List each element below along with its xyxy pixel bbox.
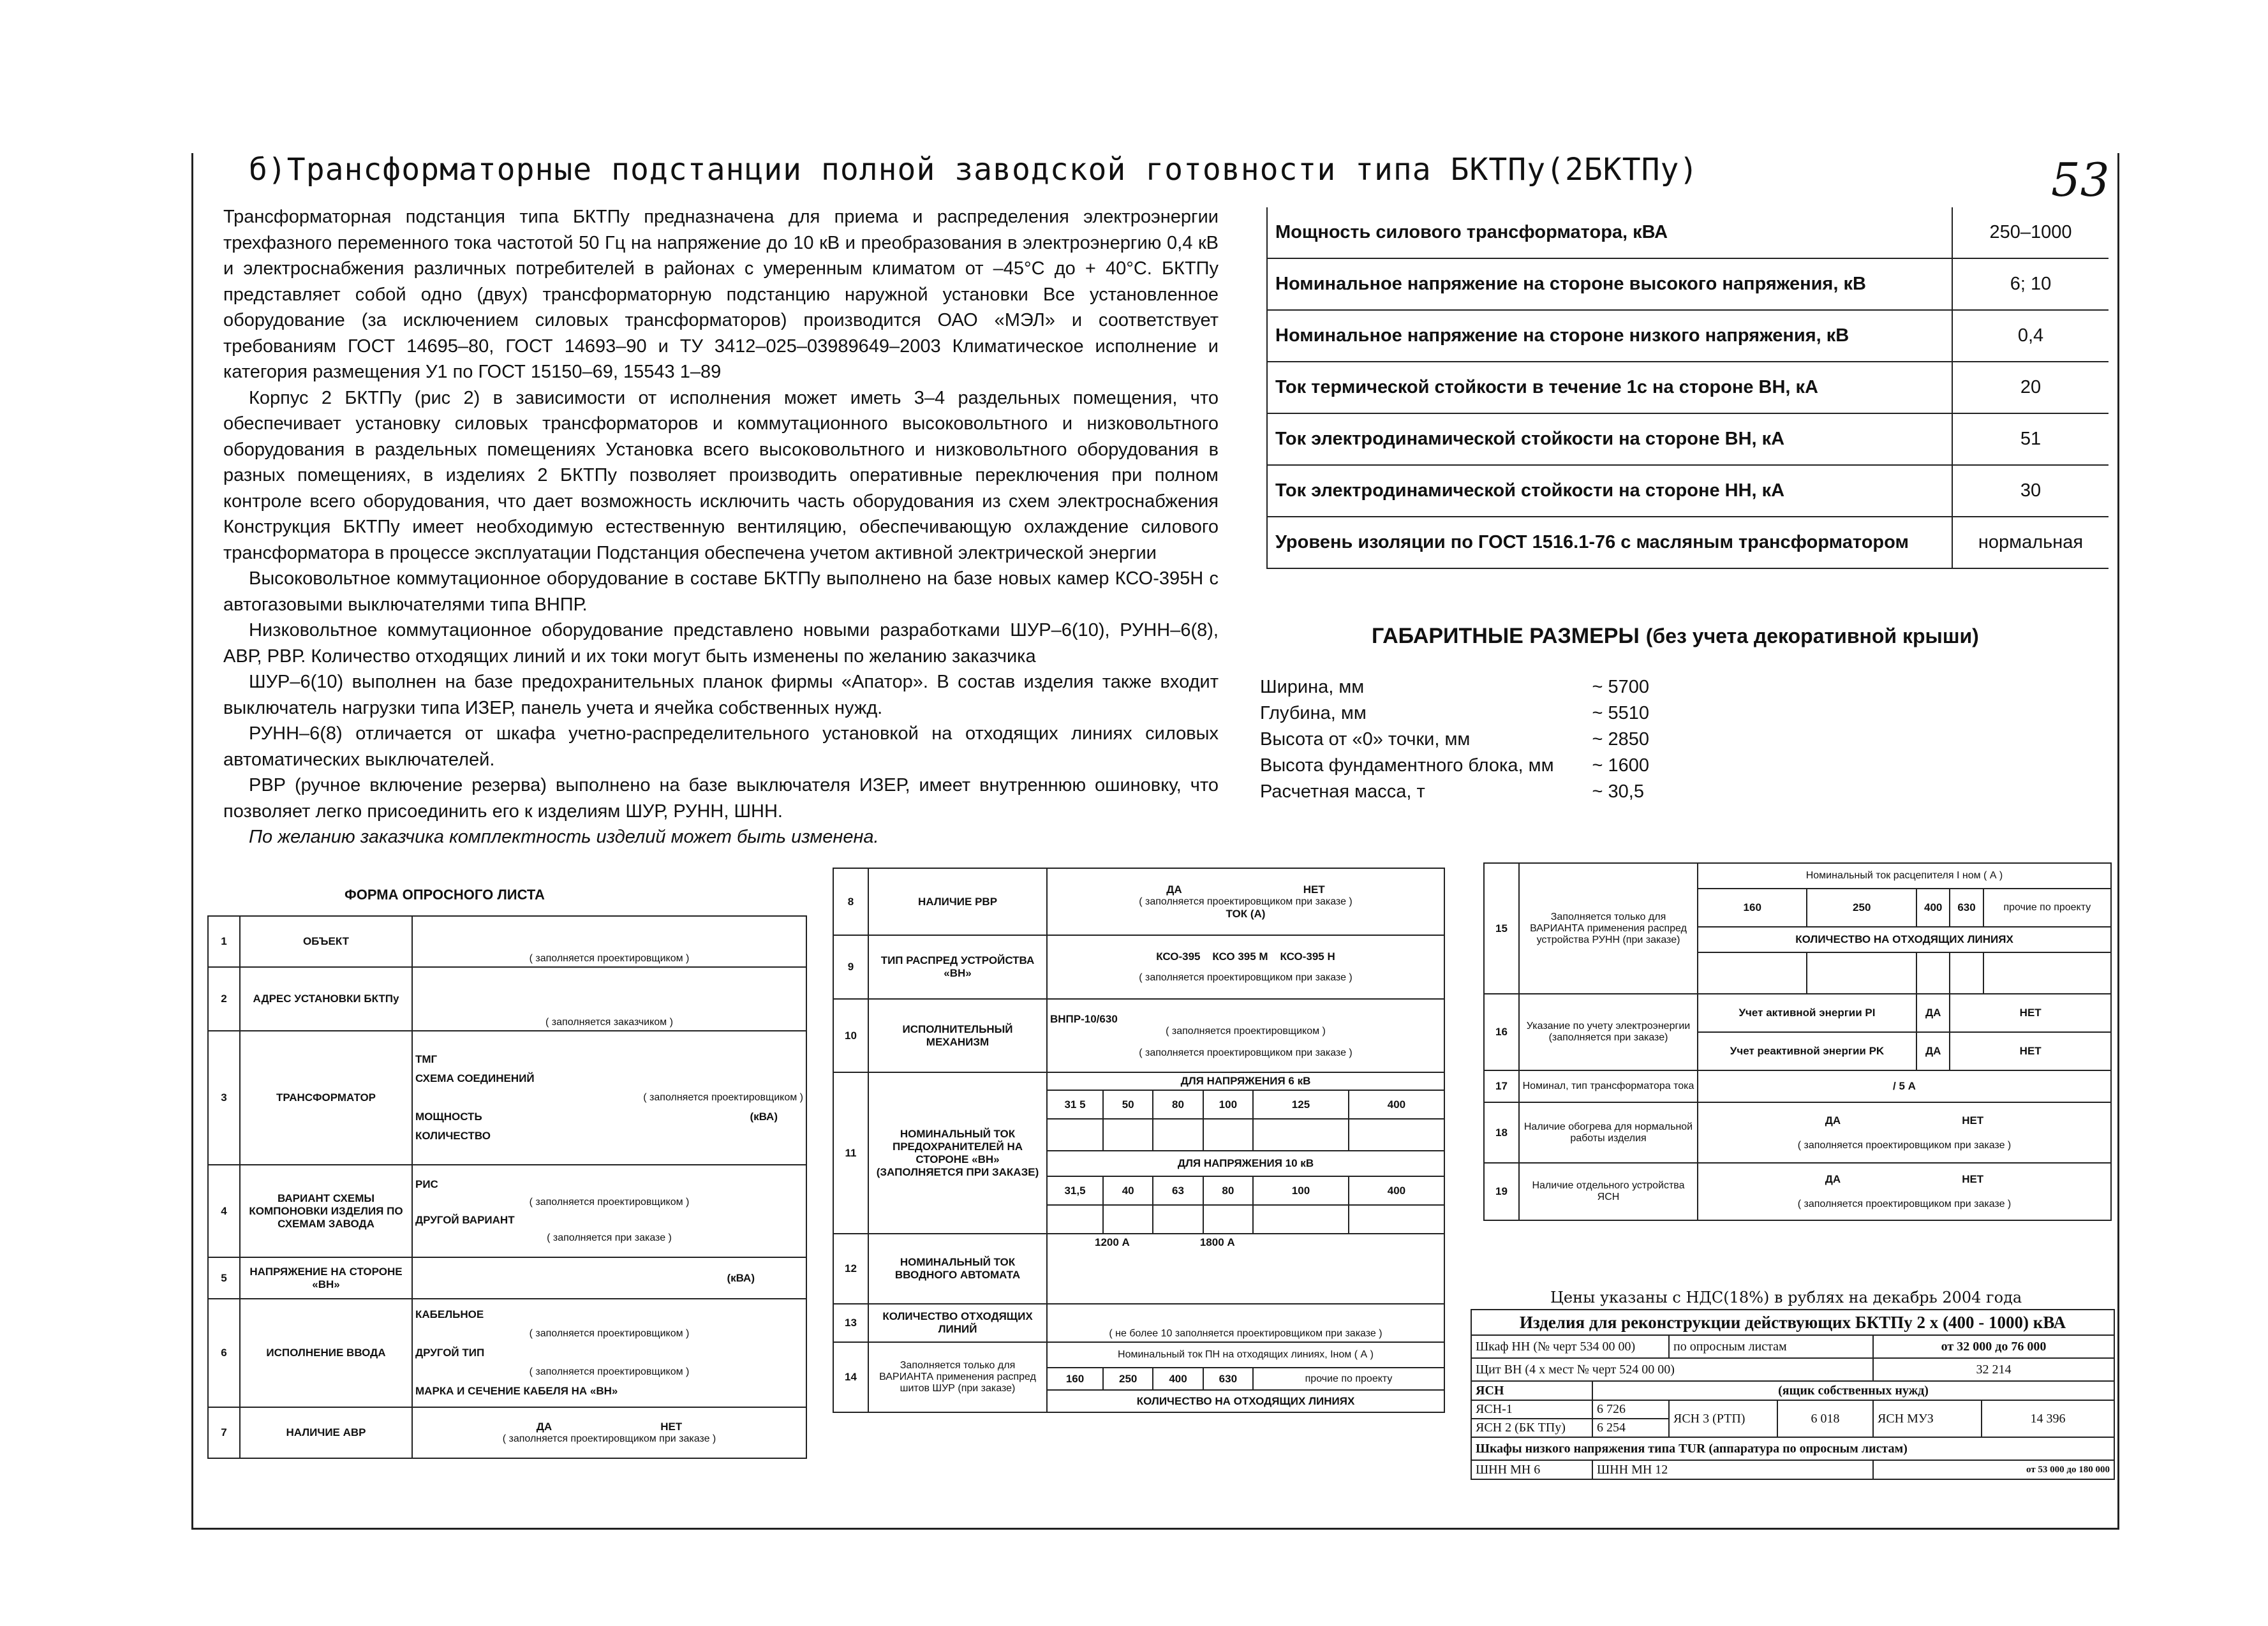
table-cell: 31,5 xyxy=(1047,1176,1103,1205)
price-table xyxy=(1471,1309,2115,1480)
table-cell: 80 xyxy=(1203,1176,1253,1205)
table-cell: Номинальный ток расцепителя I ном ( А ) xyxy=(1698,863,2111,889)
table-cell xyxy=(1253,1119,1349,1151)
table-cell: ДА xyxy=(1916,1032,1950,1070)
table-cell: 6 254 xyxy=(1592,1419,1669,1437)
table-cell: ТИП РАСПРЕД УСТРОЙСТВА «ВН» xyxy=(868,935,1047,999)
table-cell: Щит ВН (4 х мест № черт 524 00 00) xyxy=(1471,1358,1873,1381)
table-cell: / 5 А xyxy=(1698,1070,2111,1102)
table-cell: ДЛЯ НАПРЯЖЕНИЯ 10 кВ xyxy=(1047,1151,1444,1176)
table-cell: 13 xyxy=(833,1304,868,1342)
table-cell: 7 xyxy=(208,1407,240,1458)
table-cell: РИС ( заполняется проектировщиком ) ДРУГОЙ ВАРИАНТ ( заполняется при заказе ) xyxy=(412,1165,806,1257)
questionnaire-table-left xyxy=(207,915,807,1459)
spec-value: нормальная xyxy=(1952,517,2109,568)
table-row xyxy=(833,1072,1444,1090)
table-cell: 250 xyxy=(1807,889,1916,927)
table-cell: 8 xyxy=(833,868,868,935)
table-row xyxy=(833,1234,1444,1304)
table-cell: по опросным листам xyxy=(1669,1335,1873,1358)
table-row xyxy=(1484,994,2111,1032)
table-cell: НАЛИЧИЕ АВР xyxy=(240,1407,412,1458)
table-cell: НАПРЯЖЕНИЕ НА СТОРОНЕ «ВН» xyxy=(240,1257,412,1299)
spec-label: Номинальное напряжение на стороне низкого напряжения, кВ xyxy=(1267,310,1952,362)
table-row xyxy=(833,868,1444,935)
table-cell: НОМИНАЛЬНЫЙ ТОК ПРЕДОХРАНИТЕЛЕЙ НА СТОРОНЕ «ВН» (ЗАПОЛНЯЕТСЯ ПРИ ЗАКАЗЕ) xyxy=(868,1072,1047,1234)
table-cell: Шкаф НН (№ черт 534 00 00) xyxy=(1471,1335,1669,1358)
table-cell: ДА НЕТ ( заполняется проектировщиком при заказе ) xyxy=(1698,1163,2111,1220)
table-cell xyxy=(1047,1205,1103,1234)
table-cell: Наличие отдельного устройства ЯСН xyxy=(1519,1163,1698,1220)
table-cell xyxy=(1983,952,2111,994)
intro-paragraph: Трансформаторная подстанция типа БКТПу предназначена для приема и распределения электроэнергии трехфазного переменного тока частотой 50 Гц на напряжение до 10 кВ и преобразования в электроэнергию 0,4 кВ и электроснабжения различных потребителей в районах с умеренным климатом от –45°С до + 40°С. БКТПу представляет собой одно (двух) трансформаторную подстанцию наружной установки Все установленное оборудование (за исключением силовых трансформаторов) производится ОАО «МЭЛ» и соответствует требованиям ГОСТ 14695–80, ГОСТ 14693–90 и ТУ 3412–025–03989649–2003 Климатическое исполнение и категория размещения У1 по ГОСТ 15150–69, 15543 1–89 xyxy=(223,207,1219,382)
table-cell: ( заполняется заказчиком ) xyxy=(412,967,806,1031)
table-row xyxy=(1471,1460,2114,1479)
table-cell: ВАРИАНТ СХЕМЫ КОМПОНОВКИ ИЗДЕЛИЯ ПО СХЕМАМ ЗАВОДА xyxy=(240,1165,412,1257)
table-row xyxy=(1471,1335,2114,1358)
table-cell: Шкафы низкого напряжения типа TUR (аппаратура по опросным листам) xyxy=(1471,1437,2114,1460)
table-cell: 14 xyxy=(833,1342,868,1412)
table-cell: Заполняется только для ВАРИАНТА применения распред шитов ШУР (при заказе) xyxy=(868,1342,1047,1412)
table-cell: 3 xyxy=(208,1031,240,1165)
table-row xyxy=(833,1304,1444,1342)
table-cell: 12 xyxy=(833,1234,868,1304)
table-cell: Учет активной энергии PI xyxy=(1698,994,1916,1032)
spec-row xyxy=(1267,517,2109,568)
dim-label: Высота от «0» точки, мм xyxy=(1260,729,1471,750)
dim-value: ~ 1600 xyxy=(1592,755,1650,776)
questionnaire-table-right xyxy=(1483,862,2112,1221)
spec-value: 0,4 xyxy=(1952,310,2109,362)
table-cell xyxy=(1103,1119,1153,1151)
dim-value: ~ 30,5 xyxy=(1592,781,1644,802)
table-cell: КСО-395 КСО 395 М КСО-395 Н ( заполняется проектировщиком при заказе ) xyxy=(1047,935,1444,999)
table-cell xyxy=(1153,1119,1203,1151)
table-cell: 80 xyxy=(1153,1090,1203,1119)
dim-label: Расчетная масса, т xyxy=(1260,781,1425,802)
table-cell: 32 214 xyxy=(1873,1358,2114,1381)
dim-label: Глубина, мм xyxy=(1260,703,1367,723)
table-cell: ЯСН 3 (РТП) xyxy=(1669,1400,1777,1437)
spec-value: 30 xyxy=(1952,465,2109,517)
table-cell: ИСПОЛНИТЕЛЬНЫЙ МЕХАНИЗМ xyxy=(868,999,1047,1072)
table-cell: КОЛИЧЕСТВО ОТХОДЯЩИХ ЛИНИЙ xyxy=(868,1304,1047,1342)
table-cell: (кВА) xyxy=(412,1257,806,1299)
table-cell: 1200 А 1800 А xyxy=(1047,1234,1444,1304)
table-cell: 31 5 xyxy=(1047,1090,1103,1119)
dim-value: ~ 5700 xyxy=(1592,677,1650,697)
spec-label: Уровень изоляции по ГОСТ 1516.1-76 с масляным трансформатором xyxy=(1267,517,1952,568)
table-cell: ЯСН 2 (БК ТПу) xyxy=(1471,1419,1592,1437)
table-row xyxy=(1471,1381,2114,1400)
table-cell: 6 xyxy=(208,1299,240,1407)
table-row xyxy=(1484,1070,2111,1102)
table-cell: 630 xyxy=(1203,1368,1253,1390)
table-cell: 15 xyxy=(1484,863,1519,994)
spec-row xyxy=(1267,207,2109,258)
intro-paragraph: Высоковольтное коммутационное оборудование в составе БКТПу выполнено на базе новых камер КСО-395Н с автогазовыми выключателями типа ВНПР. xyxy=(223,568,1219,615)
table-cell: 11 xyxy=(833,1072,868,1234)
spec-row xyxy=(1267,258,2109,310)
table-cell xyxy=(1698,952,1807,994)
table-cell xyxy=(1916,952,1950,994)
table-cell: НЕТ xyxy=(1950,994,2111,1032)
intro-paragraph: РУНН–6(8) отличается от шкафа учетно-распределительного установкой на отходящих линиях силовых автоматических выключателей. xyxy=(223,723,1219,770)
table-cell: 63 xyxy=(1153,1176,1203,1205)
spec-value: 250–1000 xyxy=(1952,207,2109,258)
table-row xyxy=(833,935,1444,999)
table-cell: от 32 000 до 76 000 xyxy=(1873,1335,2114,1358)
table-cell xyxy=(1253,1205,1349,1234)
spec-table xyxy=(1266,207,2109,569)
table-row xyxy=(833,999,1444,1072)
table-cell: прочие по проекту xyxy=(1253,1368,1444,1390)
table-cell: 250 xyxy=(1103,1368,1153,1390)
table-row xyxy=(208,967,806,1031)
spec-label: Номинальное напряжение на стороне высокого напряжения, кВ xyxy=(1267,258,1952,310)
page-number: 53 xyxy=(2051,153,2110,207)
table-cell: 10 xyxy=(833,999,868,1072)
table-row xyxy=(1471,1310,2114,1335)
table-cell: ТРАНСФОРМАТОР xyxy=(240,1031,412,1165)
table-cell: 160 xyxy=(1047,1368,1103,1390)
table-cell: 9 xyxy=(833,935,868,999)
table-row xyxy=(208,1407,806,1458)
table-cell: 100 xyxy=(1203,1090,1253,1119)
table-cell: КАБЕЛЬНОЕ ( заполняется проектировщиком ) ДРУГОЙ ТИП ( заполняется проектировщиком ) МАРКА И СЕЧЕНИЕ КАБЕЛЯ НА «ВН» xyxy=(412,1299,806,1407)
table-cell: ЯСН МУЗ xyxy=(1873,1400,1982,1437)
table-cell: ШНН МН 12 xyxy=(1592,1460,1873,1479)
table-cell xyxy=(1047,1119,1103,1151)
table-cell: АДРЕС УСТАНОВКИ БКТПу xyxy=(240,967,412,1031)
table-cell: КОЛИЧЕСТВО НА ОТХОДЯЩИХ ЛИНИЯХ xyxy=(1047,1390,1444,1412)
table-cell: 400 xyxy=(1349,1176,1444,1205)
table-cell: Изделия для реконструкции действующих БКТПу 2 х (400 - 1000) кВА xyxy=(1471,1310,2114,1335)
dimensions-heading xyxy=(1372,622,1979,649)
table-cell: ЯСН xyxy=(1471,1381,1592,1400)
table-row xyxy=(1484,863,2111,889)
table-cell: Указание по учету электроэнергии (заполняется при заказе) xyxy=(1519,994,1698,1070)
table-cell: 400 xyxy=(1349,1090,1444,1119)
intro-paragraph: По желанию заказчика комплектность изделий может быть изменена. xyxy=(249,827,879,847)
table-cell: прочие по проекту xyxy=(1983,889,2111,927)
table-cell: ОБЪЕКТ xyxy=(240,916,412,967)
table-cell: ДА НЕТ ( заполняется проектировщиком при заказе ) xyxy=(412,1407,806,1458)
table-cell: ( заполняется проектировщиком ) xyxy=(412,916,806,967)
spec-label: Ток термической стойкости в течение 1с на стороне ВН, кА xyxy=(1267,362,1952,413)
spec-row xyxy=(1267,413,2109,465)
table-row xyxy=(833,1342,1444,1368)
table-cell: 400 xyxy=(1153,1368,1203,1390)
table-cell: ИСПОЛНЕНИЕ ВВОДА xyxy=(240,1299,412,1407)
table-cell: Номинальный ток ПН на отходящих линиях, Iном ( А ) xyxy=(1047,1342,1444,1368)
table-cell: 100 xyxy=(1253,1176,1349,1205)
table-cell: ДЛЯ НАПРЯЖЕНИЯ 6 кВ xyxy=(1047,1072,1444,1090)
table-row xyxy=(1484,1102,2111,1163)
table-row xyxy=(1471,1358,2114,1381)
page-title: б)Трансформаторные подстанции полной заводской готовности типа БКТПу(2БКТПу) xyxy=(249,152,1699,188)
table-cell: Учет реактивной энергии PK xyxy=(1698,1032,1916,1070)
intro-paragraph: ШУР–6(10) выполнен на базе предохранительных планок фирмы «Апатор». В состав изделия также входит выключатель нагрузки типа ИЗЕР, панель учета и ячейка собственных нужд. xyxy=(223,672,1219,718)
table-cell xyxy=(1807,952,1916,994)
table-cell: Номинал, тип трансформатора тока xyxy=(1519,1070,1698,1102)
spec-row xyxy=(1267,362,2109,413)
table-cell: ДА НЕТ ( заполняется проектировщиком при заказе ) xyxy=(1698,1102,2111,1163)
table-cell xyxy=(1103,1205,1153,1234)
table-row xyxy=(208,1165,806,1257)
table-cell: 19 xyxy=(1484,1163,1519,1220)
dimensions-title: ГАБАРИТНЫЕ РАЗМЕРЫ xyxy=(1372,624,1640,648)
table-cell: 50 xyxy=(1103,1090,1153,1119)
spec-row xyxy=(1267,310,2109,362)
table-cell: ШНН МН 6 xyxy=(1471,1460,1592,1479)
dim-value: ~ 2850 xyxy=(1592,729,1650,750)
table-cell: ДА НЕТ ( заполняется проектировщиком при заказе ) ТОК (А) xyxy=(1047,868,1444,935)
table-cell: 2 xyxy=(208,967,240,1031)
spec-value: 6; 10 xyxy=(1952,258,2109,310)
table-cell xyxy=(1153,1205,1203,1234)
dimensions-table xyxy=(1260,674,1720,805)
table-cell: ЯСН-1 xyxy=(1471,1400,1592,1419)
table-cell: ВНПР-10/630 ( заполняется проектировщиком ) ( заполняется проектировщиком при заказе ) xyxy=(1047,999,1444,1072)
spec-label: Ток электродинамической стойкости на стороне НН, кА xyxy=(1267,465,1952,517)
form-heading: ФОРМА ОПРОСНОГО ЛИСТА xyxy=(345,887,545,903)
table-cell: НЕТ xyxy=(1950,1032,2111,1070)
intro-paragraph: РВР (ручное включение резерва) выполнено на базе выключателя ИЗЕР, имеет внутреннюю ошиновку, что позволяет легко присоединить его к изделиям ШУР, РУНН, ШНН. xyxy=(223,775,1219,822)
dimensions-note: (без учета декоративной крыши) xyxy=(1645,625,1979,647)
spec-label: Мощность силового трансформатора, кВА xyxy=(1267,207,1952,258)
table-cell: 160 xyxy=(1698,889,1807,927)
spec-row xyxy=(1267,465,2109,517)
table-cell: 17 xyxy=(1484,1070,1519,1102)
table-row xyxy=(208,1031,806,1165)
table-cell: 4 xyxy=(208,1165,240,1257)
table-row xyxy=(1471,1437,2114,1460)
table-cell: 16 xyxy=(1484,994,1519,1070)
spec-value: 51 xyxy=(1952,413,2109,465)
spec-value: 20 xyxy=(1952,362,2109,413)
intro-paragraph: Корпус 2 БКТПу (рис 2) в зависимости от исполнения может иметь 3–4 раздельных помещения, что обеспечивает установку силовых трансформаторов и коммутационного высоковольтного и низковольтного оборудования в раздельных помещениях Установка всего высоковольтного и низковольтного оборудования в разных помещениях, в изделиях 2 БКТПу позволяет производить оперативные переключения при полном контроле всего оборудования, что дает возможность исключить часть оборудования из схем электроснабжения Конструкция БКТПу имеет необходимую естественную вентиляцию, обеспечивающую охлаждение силового трансформатора в процессе эксплуатации Подстанция обеспечена учетом активной электрической энергии xyxy=(223,387,1219,563)
dim-label: Высота фундаментного блока, мм xyxy=(1260,755,1554,776)
intro-text xyxy=(223,204,1219,850)
table-row xyxy=(208,1257,806,1299)
table-cell: ( не более 10 заполняется проектировщиком при заказе ) xyxy=(1047,1304,1444,1342)
table-cell xyxy=(1349,1205,1444,1234)
table-cell: ТМГ СХЕМА СОЕДИНЕНИЙ ( заполняется проектировщиком ) МОЩНОСТЬ (кВА) КОЛИЧЕСТВО xyxy=(412,1031,806,1165)
table-cell: НАЛИЧИЕ РВР xyxy=(868,868,1047,935)
table-cell: 18 xyxy=(1484,1102,1519,1163)
table-cell: 630 xyxy=(1950,889,1983,927)
table-cell xyxy=(1349,1119,1444,1151)
table-cell: Заполняется только для ВАРИАНТА применения распред устройства РУНН (при заказе) xyxy=(1519,863,1698,994)
table-cell: 6 726 xyxy=(1592,1400,1669,1419)
table-cell: Наличие обогрева для нормальной работы изделия xyxy=(1519,1102,1698,1163)
dim-value: ~ 5510 xyxy=(1592,703,1650,723)
price-caption: Цены указаны с НДС(18%) в рублях на декабрь 2004 года xyxy=(1550,1289,2022,1306)
table-cell: НОМИНАЛЬНЫЙ ТОК ВВОДНОГО АВТОМАТА xyxy=(868,1234,1047,1304)
questionnaire-table-middle xyxy=(833,868,1445,1413)
table-cell: 40 xyxy=(1103,1176,1153,1205)
table-cell: 125 xyxy=(1253,1090,1349,1119)
table-cell: 400 xyxy=(1916,889,1950,927)
table-cell xyxy=(1203,1205,1253,1234)
table-row xyxy=(208,916,806,967)
table-cell: 5 xyxy=(208,1257,240,1299)
table-cell: от 53 000 до 180 000 xyxy=(1873,1460,2114,1479)
table-cell: 14 396 xyxy=(1982,1400,2114,1437)
table-cell: КОЛИЧЕСТВО НА ОТХОДЯЩИХ ЛИНИЯХ xyxy=(1698,927,2111,952)
dim-label: Ширина, мм xyxy=(1260,677,1365,697)
table-row xyxy=(1484,1163,2111,1220)
table-cell xyxy=(1950,952,1983,994)
table-cell: 6 018 xyxy=(1777,1400,1873,1437)
spec-label: Ток электродинамической стойкости на стороне ВН, кА xyxy=(1267,413,1952,465)
table-row xyxy=(1471,1400,2114,1419)
table-cell xyxy=(1203,1119,1253,1151)
intro-paragraph: Низковольтное коммутационное оборудование представлено новыми разработками ШУР–6(10), РУНН–6(8), АВР, РВР. Количество отходящих линий и их токи могут быть изменены по желанию заказчика xyxy=(223,620,1219,667)
table-cell: ДА xyxy=(1916,994,1950,1032)
table-cell: 1 xyxy=(208,916,240,967)
table-cell: (ящик собственных нужд) xyxy=(1592,1381,2114,1400)
table-row xyxy=(208,1299,806,1407)
